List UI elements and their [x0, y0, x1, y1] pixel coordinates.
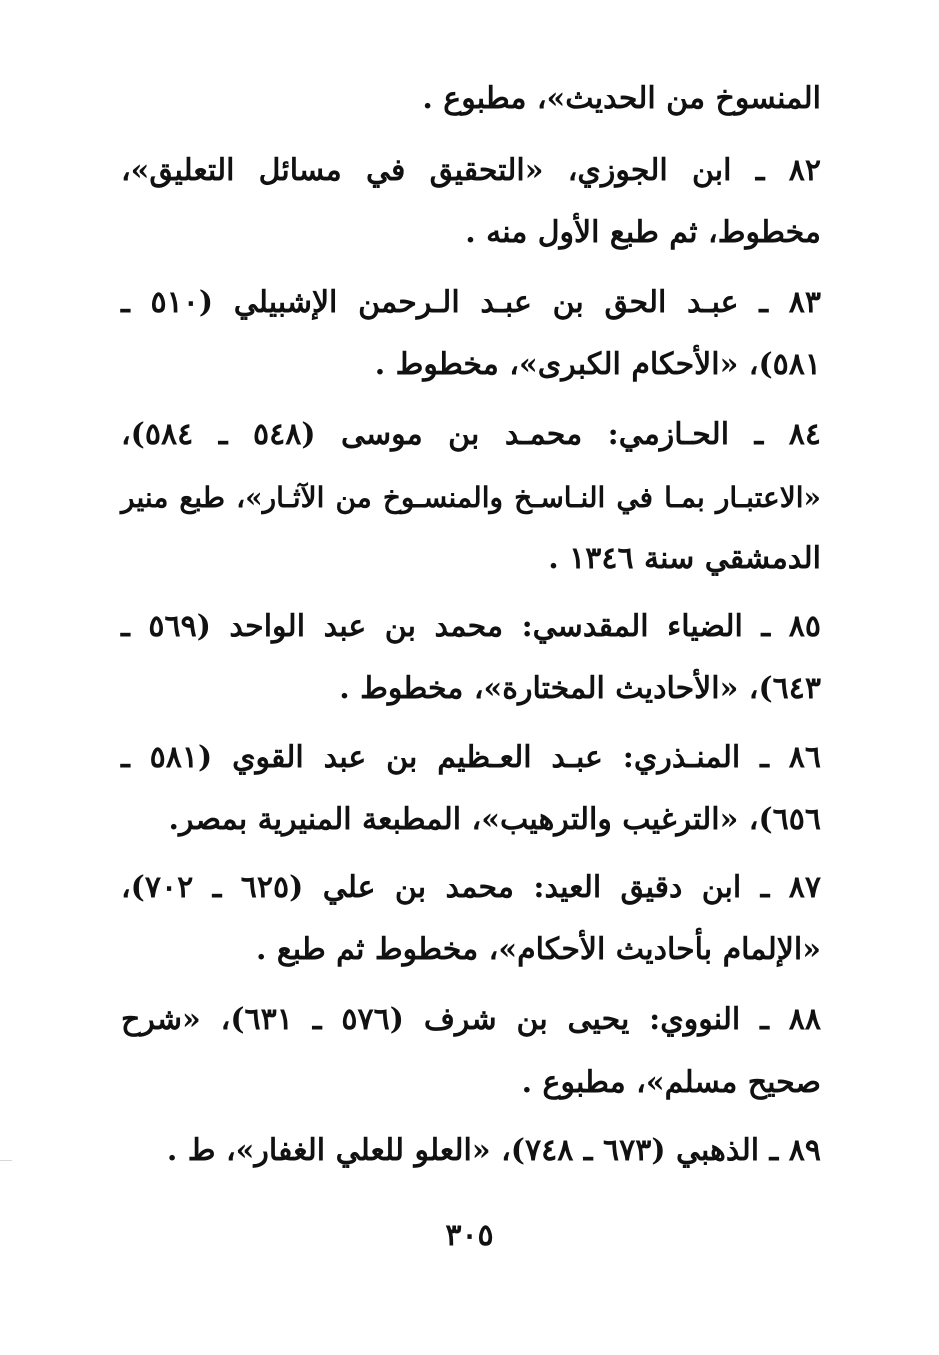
text-line: ٨٦ ـ المنـذري: عبـد العـظيم بن عبد القوي (٥٨١ ـ: [121, 740, 822, 775]
text-line: ٨٧ ـ ابن دقيق العيد: محمد بن علي (٦٢٥ ـ ٧٠٢)،: [121, 870, 821, 905]
text-line: ٨٢ ـ ابن الجوزي، «التحقيق في مسائل التعليق»،: [121, 153, 821, 188]
text-line: الدمشقي سنة ١٣٤٦ .: [548, 541, 821, 576]
text-line: ٨٩ ـ الذهبي (٦٧٣ ـ ٧٤٨)، «العلو للعلي الغفار»، ط .: [166, 1133, 821, 1168]
text-line: ٨٨ ـ النووي: يحيى بن شرف (٥٧٦ ـ ٦٣١)، «شرح: [121, 1002, 821, 1037]
text-line: ٦٥٦)، «الترغيب والترهيب»، المطبعة المنيرية بمصر.: [168, 802, 821, 837]
text-line: المنسوخ من الحديث»، مطبوع .: [422, 81, 821, 116]
text-line: مخطوط، ثم طبع الأول منه .: [465, 215, 821, 250]
text-line: ٨٥ ـ الضياء المقدسي: محمد بن عبد الواحد (٥٦٩ ـ: [121, 609, 821, 644]
text-line: «الإلمام بأحاديث الأحكام»، مخطوط ثم طبع .: [255, 932, 821, 967]
margin-mark: [0, 1160, 12, 1161]
text-line: ٥٨١)، «الأحكام الكبرى»، مخطوط .: [374, 347, 821, 382]
text-line: ٦٤٣)، «الأحاديث المختارة»، مخطوط .: [339, 671, 821, 706]
text-line: ٨٤ ـ الحـازمي: محمـد بن موسى (٥٤٨ ـ ٥٨٤)،: [121, 417, 822, 452]
page-number: ٣٠٥: [445, 1218, 494, 1253]
text-line: صحيح مسلم»، مطبوع .: [521, 1065, 821, 1100]
text-line: ٨٣ ـ عبـد الحق بن عبـد الـرحمن الإشبيلي (٥١٠ ـ: [121, 285, 822, 320]
text-line: «الاعتبـار بمـا في النـاسـخ والمنسـوخ من الآثـار»، طبع منير: [121, 481, 821, 514]
